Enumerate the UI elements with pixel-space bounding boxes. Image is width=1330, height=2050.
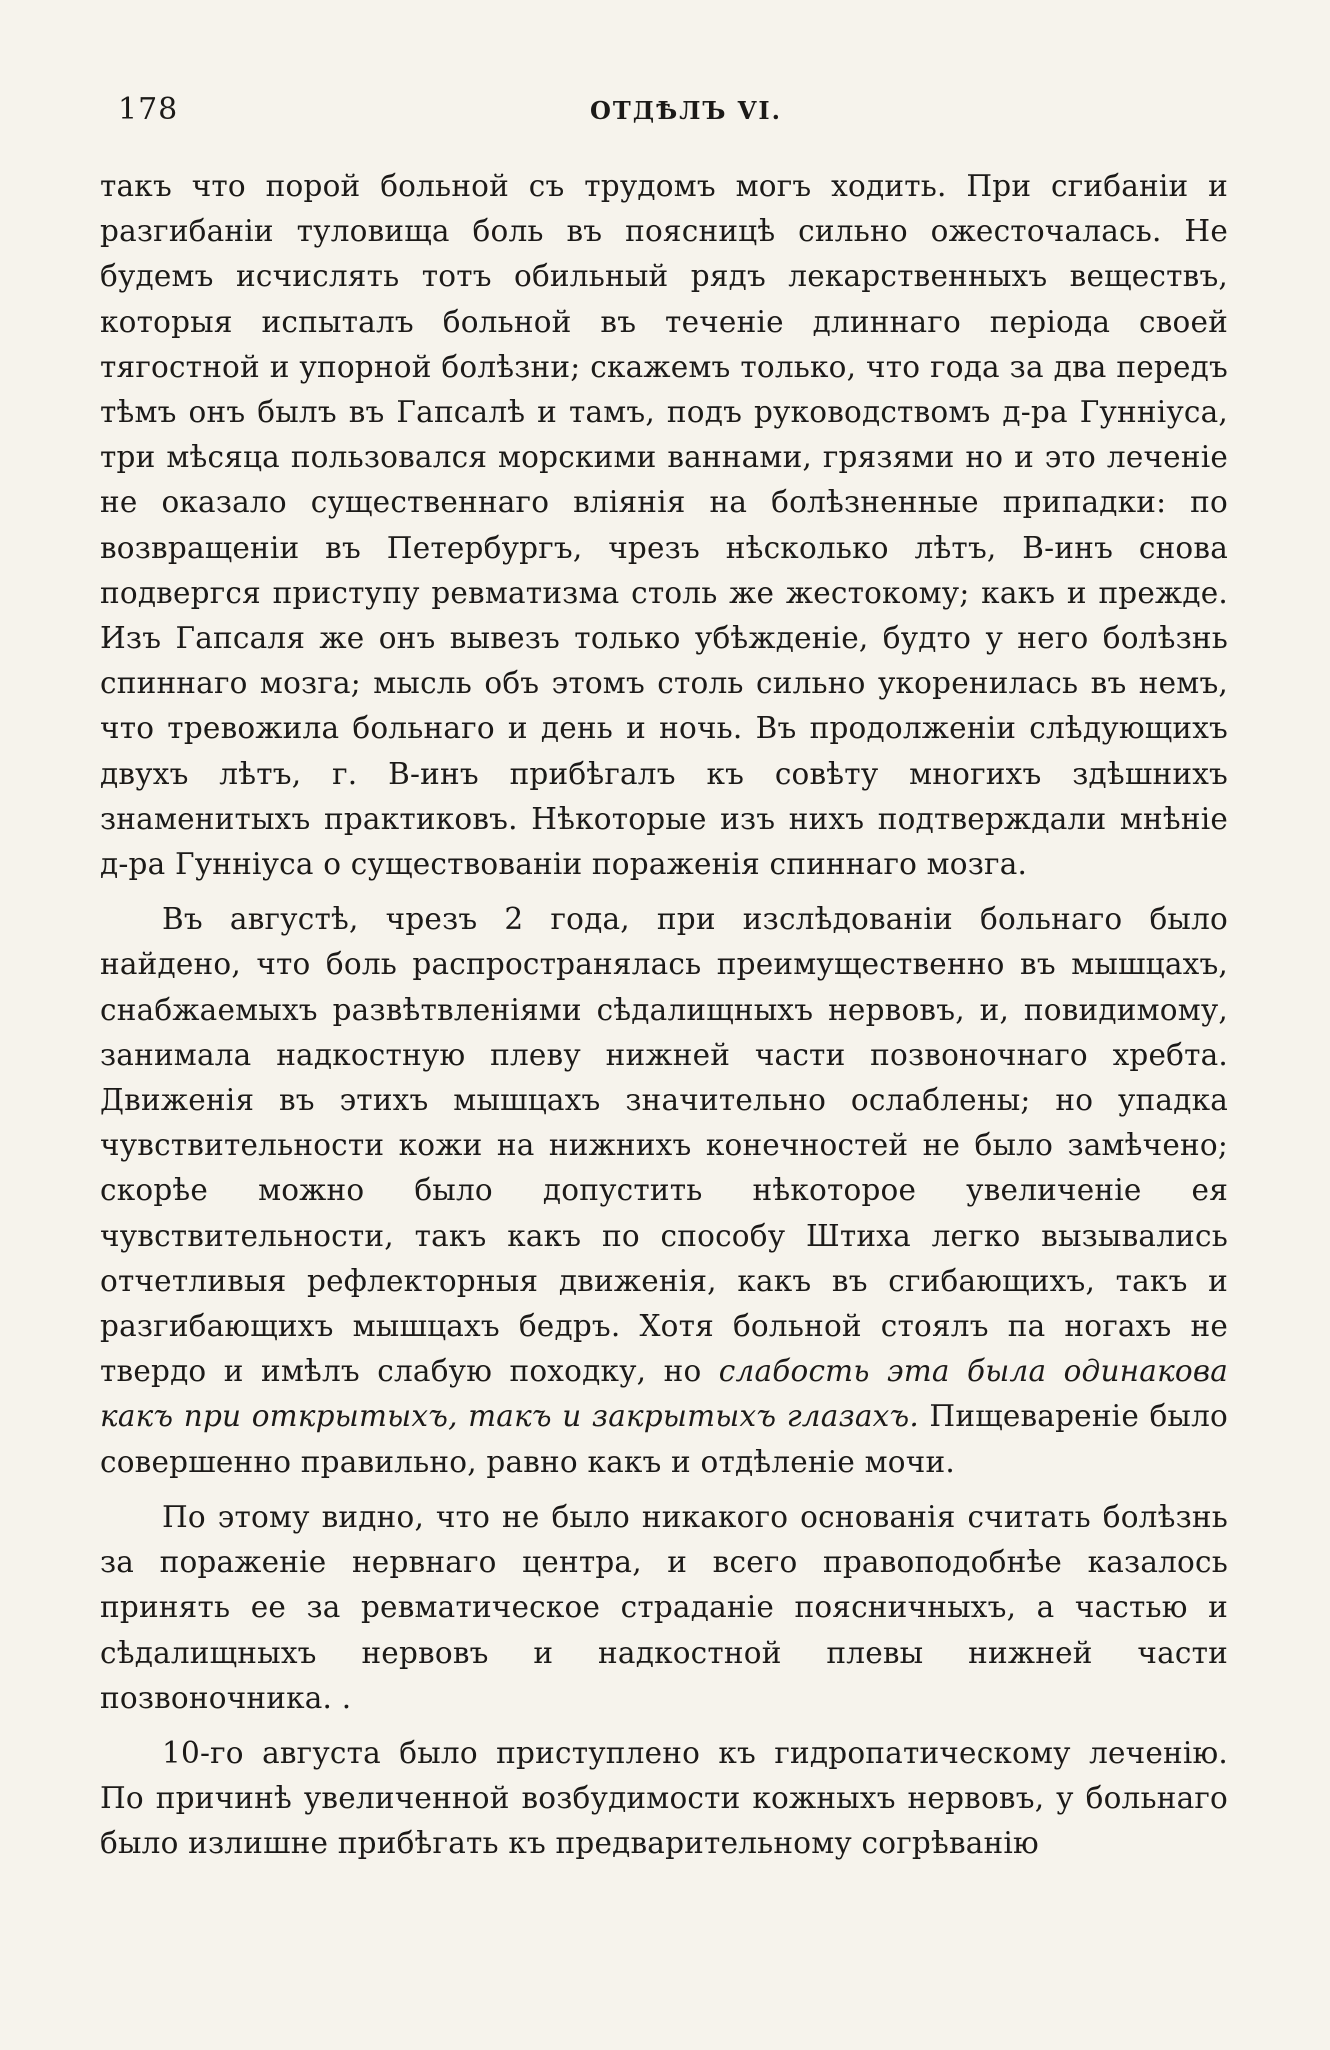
paragraph-2 bbox=[100, 897, 1228, 1485]
paragraph-2-tail: Пищевареніе было совершенно правильно, равно какъ и отдѣленіе мочи. bbox=[100, 1399, 1228, 1479]
paragraph-3: По этому видно, что не было никакого основанія считать болѣзнь за пораженіе нервнаго центра, и всего правоподобнѣе казалось принять ее за ревматическое страданіе поясничныхъ, а частью и сѣдалищныхъ нервовъ и надкостной плевы нижней части позвоночника. . bbox=[100, 1499, 1228, 1715]
paragraph-1: такъ что порой больной съ трудомъ могъ ходить. При сгибаніи и разгибаніи туловища боль въ поясницѣ сильно ожесточалась. Не будемъ исчислять тотъ обильный рядъ лекарственныхъ веществъ, которыя испыталъ больной въ теченіе длиннаго періода своей тягостной и упорной болѣзни; скажемъ только, что года за два передъ тѣмъ онъ былъ въ Гапсалѣ и тамъ, подъ руководствомъ д-ра Гунніуса, три мѣсяца пользовался морскими ваннами, грязями но и это леченіе не оказало существеннаго вліянія на болѣзненные припадки: по возвращеніи въ Петербургъ, чрезъ нѣсколько лѣтъ, В-инъ снова подвергся приступу ревматизма столь же жестокому; какъ и прежде. Изъ Гапсаля же онъ вывезъ только убѣжденіе, будто у него болѣзнь спиннаго мозга; мысль объ этомъ столь сильно укоренилась въ немъ, что тревожила больнаго и день и ночь. Въ продолженіи слѣдующихъ двухъ лѣтъ, г. В-инъ прибѣгалъ къ совѣту многихъ здѣшнихъ знаменитыхъ практиковъ. Нѣкоторые изъ нихъ подтверждали мнѣніе д-ра Гунніуса о существованіи пораженія спиннаго мозга. bbox=[100, 169, 1228, 882]
paragraph-2-text: Въ августѣ, чрезъ 2 года, при изслѣдованіи больнаго было найдено, что боль распространялась преимущественно въ мышцахъ, снабжаемыхъ развѣтвленіями сѣдалищныхъ нервовъ, и, повидимому, занимала надкостную плеву нижней части позвоночнаго хребта. Движенія въ этихъ мышцахъ значительно ослаблены; но упадка чувствительности кожи на нижнихъ конечностей не было замѣчено; скорѣе можно было допустить нѣкоторое увеличеніе ея чувствительности, такъ какъ по способу Штиха легко вызывались отчетливыя рефлекторныя движенія, какъ въ сгибающихъ, такъ и разгибающихъ мышцахъ бедръ. Хотя больной стоялъ па ногахъ не твердо и имѣлъ слабую походку, но bbox=[100, 902, 1228, 1389]
paragraph-2-italic: слабость эта была одинакова какъ при открытыхъ, такъ и закрытыхъ глазахъ. bbox=[100, 1354, 1229, 1434]
running-title: ОТДѢЛЪ VI. bbox=[590, 96, 782, 125]
body-text bbox=[100, 164, 1228, 1867]
paragraph-4: 10-го августа было приступлено къ гидропатическому леченію. По причинѣ увеличенной возбудимости кожныхъ нервовъ, у больнаго было излишне прибѣгать къ предварительному согрѣванію bbox=[100, 1735, 1228, 1861]
page-header bbox=[118, 92, 1228, 132]
page-number: 178 bbox=[118, 92, 179, 127]
